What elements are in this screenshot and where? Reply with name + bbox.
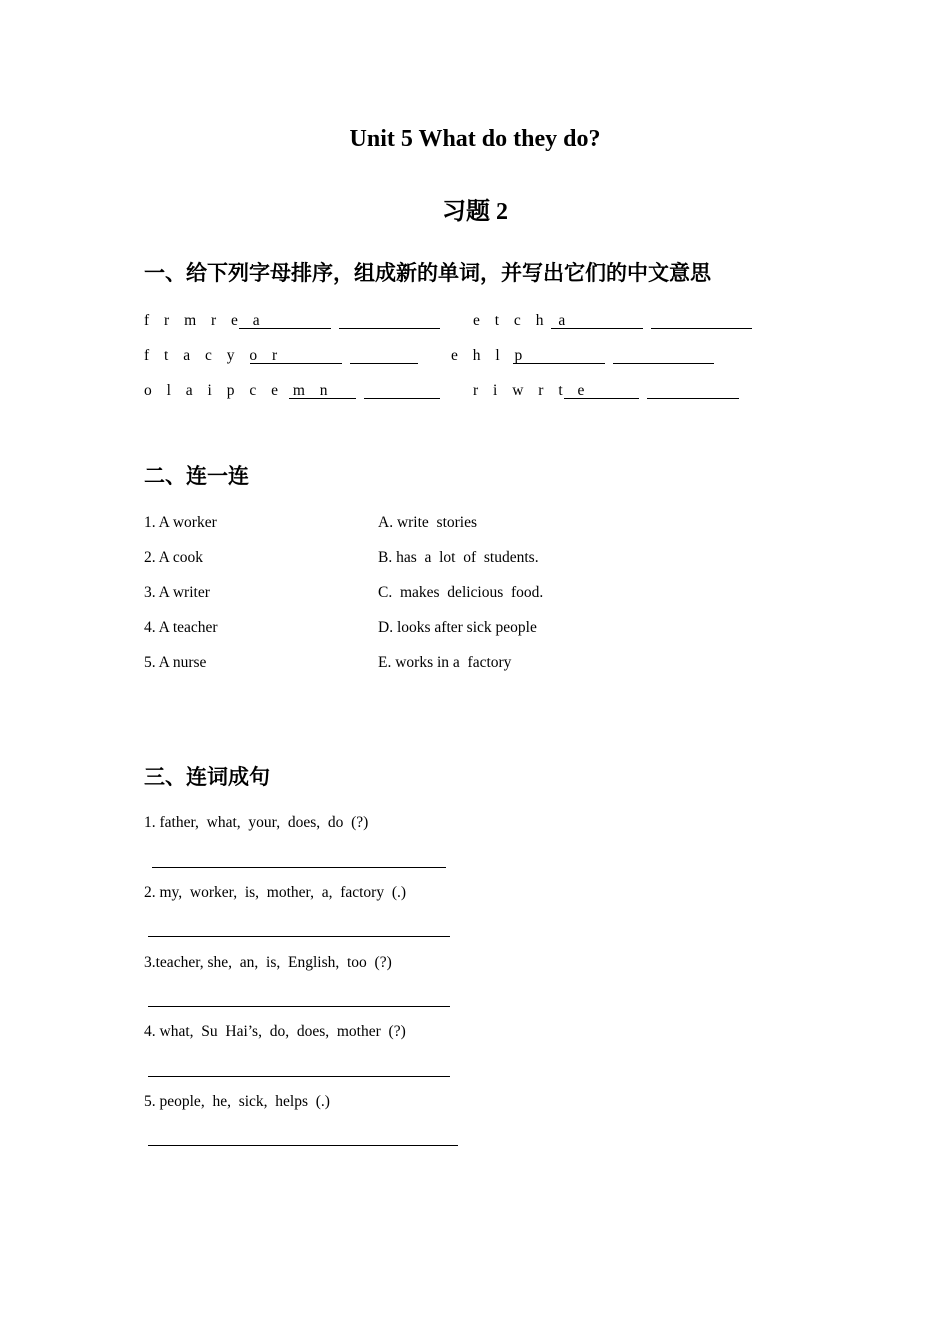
answer-blank-meaning[interactable] [364, 398, 440, 399]
match-right-item[interactable]: D. looks after sick people [378, 619, 537, 636]
answer-blank-word[interactable] [289, 398, 356, 399]
scrambled-word-5: o l a i p c e m n [144, 382, 334, 399]
match-left-item[interactable]: 3. A writer [144, 584, 210, 601]
answer-blank-meaning[interactable] [350, 363, 418, 364]
sentence-answer-line[interactable] [152, 867, 446, 868]
scrambled-word-1: f r m r e a [144, 312, 266, 329]
sentence-answer-line[interactable] [148, 1006, 450, 1007]
match-right-item[interactable]: E. works in a factory [378, 654, 512, 671]
sentence-prompt-2: 2. my, worker, is, mother, a, factory (.) [144, 884, 407, 901]
answer-blank-meaning[interactable] [613, 363, 714, 364]
sentence-prompt-1: 1. father, what, your, does, do (?) [144, 814, 369, 831]
match-left-item[interactable]: 5. A nurse [144, 654, 207, 671]
answer-blank-word[interactable] [551, 328, 643, 329]
sentence-answer-line[interactable] [148, 1076, 450, 1077]
answer-blank-meaning[interactable] [339, 328, 440, 329]
answer-blank-meaning[interactable] [651, 328, 752, 329]
sentence-answer-line[interactable] [148, 1145, 458, 1146]
sentence-prompt-5: 5. people, he, sick, helps (.) [144, 1093, 330, 1110]
scrambled-word-3: f t a c y o r [144, 347, 283, 364]
answer-blank-word[interactable] [513, 363, 605, 364]
match-left-item[interactable]: 2. A cook [144, 549, 203, 566]
sentence-prompt-3: 3.teacher, she, an, is, English, too (?) [144, 954, 392, 971]
section1-heading: 一、给下列字母排序，组成新的单词，并写出它们的中文意思 [144, 261, 711, 285]
scrambled-word-2: e t c h a [473, 312, 571, 329]
match-right-item[interactable]: A. write stories [378, 514, 478, 531]
worksheet-title: Unit 5 What do they do? [349, 126, 601, 152]
scrambled-word-6: r i w r t e [473, 382, 590, 399]
answer-blank-word[interactable] [564, 398, 639, 399]
answer-blank-meaning[interactable] [647, 398, 739, 399]
match-right-item[interactable]: B. has a lot of students. [378, 549, 539, 566]
worksheet-subtitle: 习题 2 [442, 199, 508, 225]
match-left-item[interactable]: 1. A worker [144, 514, 217, 531]
answer-blank-word[interactable] [250, 363, 342, 364]
answer-blank-word[interactable] [239, 328, 331, 329]
sentence-prompt-4: 4. what, Su Hai’s, do, does, mother (?) [144, 1023, 406, 1040]
match-right-item[interactable]: C. makes delicious food. [378, 584, 544, 601]
scrambled-word-4: e h l p [451, 347, 528, 364]
sentence-answer-line[interactable] [148, 936, 450, 937]
section3-heading: 三、连词成句 [144, 765, 270, 789]
section2-heading: 二、连一连 [144, 464, 249, 488]
match-left-item[interactable]: 4. A teacher [144, 619, 218, 636]
